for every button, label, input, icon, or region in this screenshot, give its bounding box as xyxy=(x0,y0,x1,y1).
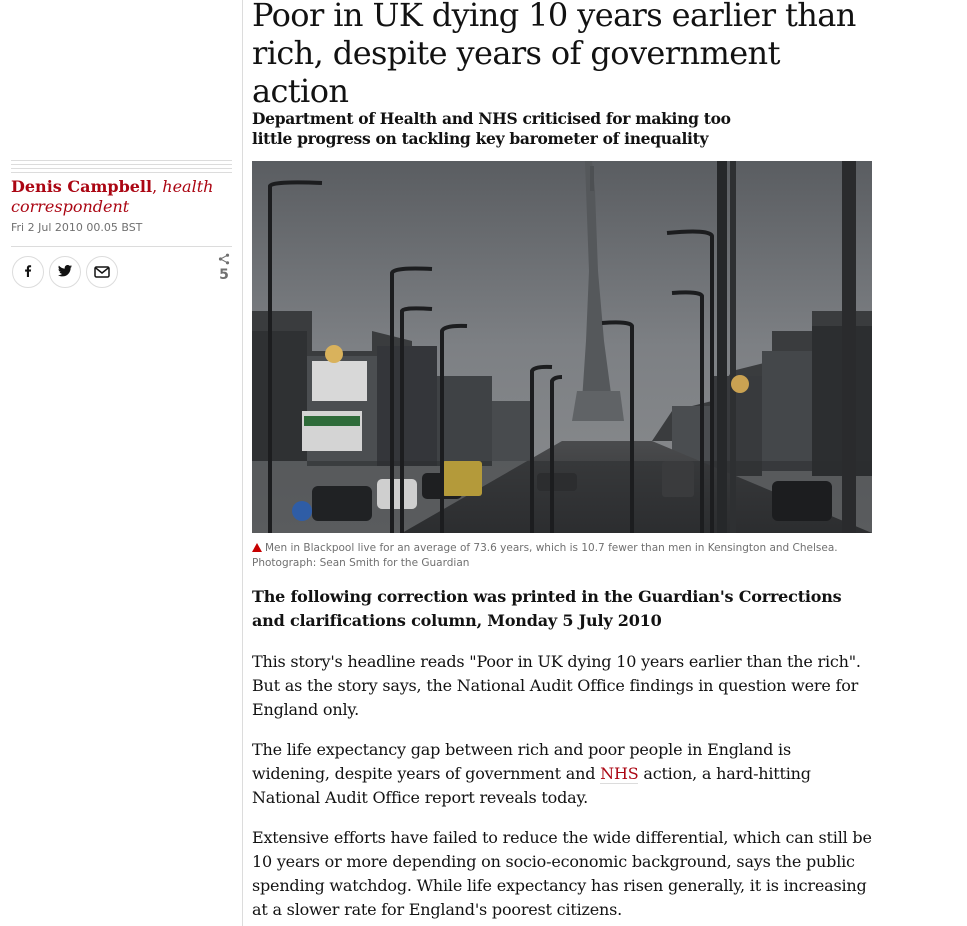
facebook-icon xyxy=(21,263,35,282)
share-bar xyxy=(11,256,232,292)
photo-caption xyxy=(252,541,872,571)
correction-notice: The following correction was printed in the Guardian's Corrections and clarifications column, Monday 5 July 2010 xyxy=(252,587,842,630)
meta-rule xyxy=(11,160,232,174)
caption-triangle-icon xyxy=(252,543,262,552)
paragraph-2 xyxy=(252,738,872,810)
email-icon xyxy=(94,263,110,282)
byline-separator: , xyxy=(152,177,163,196)
paragraph-1: This story's headline reads "Poor in UK dying 10 years earlier than the rich". But as the story says, the National Audit Office findings in question were for England only. xyxy=(252,652,861,719)
share-twitter-button[interactable] xyxy=(49,256,81,288)
share-count-number: 5 xyxy=(219,267,229,283)
article-meta xyxy=(11,160,232,292)
caption-text: Men in Blackpool live for an average of 73.6 years, which is 10.7 fewer than men in Kensington and Chelsea. xyxy=(265,542,838,554)
author-role: health correspondent xyxy=(11,177,214,216)
paragraph-2-text-start: The life expectancy gap between rich and poor people in England is widening, despite years of government and xyxy=(252,740,791,783)
share-count xyxy=(216,250,232,283)
share-email-button[interactable] xyxy=(86,256,118,288)
author-link[interactable]: Denis Campbell xyxy=(11,177,153,196)
paragraph-2-text-end: action, a hard-hitting National Audit Office report reveals today. xyxy=(252,764,811,807)
headline: Poor in UK dying 10 years earlier than rich, despite years of government action xyxy=(252,0,856,110)
standfirst: Department of Health and NHS criticised for making too little progress on tackling key barometer of inequality xyxy=(252,109,731,148)
article-main xyxy=(252,0,872,919)
twitter-icon xyxy=(57,263,73,282)
meta-divider xyxy=(11,246,232,247)
byline xyxy=(11,177,232,217)
paragraph-3: Extensive efforts have failed to reduce the wide differential, which can still be 10 years or more depending on socio-economic background, says the public spending watchdog. While life expectancy has risen generally, it is increasing at a slower rate for England's poorest citizens. xyxy=(252,828,872,919)
column-divider xyxy=(242,0,243,926)
main-photo xyxy=(252,161,872,533)
share-facebook-button[interactable] xyxy=(12,256,44,288)
photo-credit: Photograph: Sean Smith for the Guardian xyxy=(252,557,470,569)
nhs-link[interactable]: NHS xyxy=(600,764,639,783)
publish-date: Fri 2 Jul 2010 00.05 BST xyxy=(11,221,143,234)
